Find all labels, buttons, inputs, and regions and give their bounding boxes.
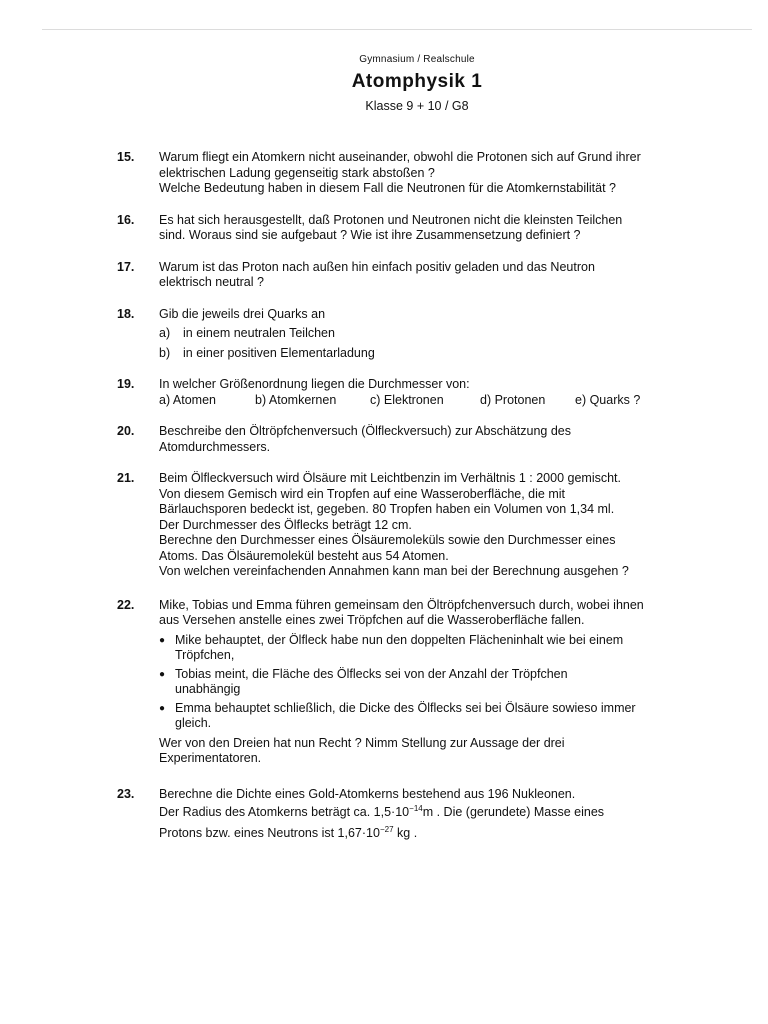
bullet-line: Tobias meint, die Fläche des Ölflecks sei von der Anzahl der Tröpfchen — [175, 666, 568, 681]
question-line: Gib die jeweils drei Quarks an — [159, 306, 326, 321]
question-18 — [117, 307, 737, 362]
question-15 — [117, 150, 737, 197]
question-line: Atomdurchmessers. — [159, 439, 271, 454]
option-a: a) Atomen — [159, 392, 216, 407]
option-e: e) Quarks ? — [575, 392, 641, 407]
mass-exponent: −27 — [379, 824, 394, 834]
question-text — [159, 471, 737, 580]
radius-text-end: m . Die (gerundete) Masse eines — [422, 805, 605, 819]
question-line: Atoms. Das Ölsäuremolekül besteht aus 54 Atomen. — [159, 548, 449, 563]
bullet-item — [159, 633, 737, 664]
question-number: 23. — [117, 786, 135, 801]
document-title: Atomphysik 1 — [351, 71, 483, 92]
question-line: elektrischen Ladung gegenseitig stark abstoßen ? — [159, 165, 435, 180]
question-line: Beschreibe den Öltröpfchenversuch (Ölfleckversuch) zur Abschätzung des — [159, 424, 572, 438]
question-line: aus Versehen anstelle eines zwei Tröpfchen auf die Wasseroberfläche fallen. — [159, 613, 585, 627]
question-text — [159, 213, 737, 244]
question-19 — [117, 377, 737, 408]
question-21 — [117, 471, 737, 580]
bullet-item — [159, 667, 737, 698]
question-line: Bärlauchsporen bedeckt ist, gegeben. 80 Tropfen haben ein Volumen von 1,34 ml. — [159, 502, 615, 516]
answer-options — [159, 393, 737, 409]
bullet-list — [159, 633, 737, 732]
sub-item-a — [159, 326, 737, 342]
question-text — [159, 598, 737, 767]
question-22 — [117, 598, 737, 767]
question-line: Der Durchmesser des Ölflecks beträgt 12 cm. — [159, 517, 412, 532]
question-text — [159, 424, 737, 455]
question-text — [159, 150, 737, 197]
question-text — [159, 307, 737, 362]
question-number: 17. — [117, 259, 135, 274]
school-type: Gymnasium / Realschule — [359, 54, 475, 65]
bullet-line: Tröpfchen, — [175, 648, 235, 662]
option-b: b) Atomkernen — [255, 392, 337, 407]
question-line: In welcher Größenordnung liegen die Durchmesser von: — [159, 377, 470, 391]
question-number: 18. — [117, 306, 135, 321]
question-text — [159, 787, 737, 842]
option-d: d) Protonen — [480, 392, 546, 407]
radius-exponent: −14 — [409, 803, 423, 813]
bullet-line: unabhängig — [175, 682, 241, 696]
sub-label: a) — [159, 326, 171, 340]
bullet-icon: ● — [159, 668, 166, 680]
bullet-item — [159, 701, 737, 732]
question-line: Warum ist das Proton nach außen hin einfach positiv geladen und das Neutron — [159, 259, 595, 274]
bullet-line: gleich. — [175, 716, 212, 730]
question-20 — [117, 424, 737, 455]
option-c: c) Elektronen — [370, 392, 444, 407]
question-list — [117, 150, 737, 841]
question-text — [159, 260, 737, 291]
grade-level: Klasse 9 + 10 / G8 — [365, 99, 469, 113]
question-line: Welche Bedeutung haben in diesem Fall die Neutronen für die Atomkernstabilität ? — [159, 181, 616, 195]
bullet-icon: ● — [159, 702, 166, 714]
radius-line — [159, 805, 737, 821]
question-number: 15. — [117, 150, 135, 164]
question-line: Experimentatoren. — [159, 751, 262, 765]
sub-label: b) — [159, 345, 171, 360]
radius-text: Der Radius des Atomkerns beträgt ca. 1,5·10 — [159, 805, 410, 819]
question-line: Warum fliegt ein Atomkern nicht auseinander, obwohl die Protonen sich auf Grund ihrer — [159, 150, 641, 164]
sub-text: in einem neutralen Teilchen — [183, 326, 335, 340]
question-number: 20. — [117, 424, 135, 438]
question-17 — [117, 260, 737, 291]
question-16 — [117, 213, 737, 244]
question-line: Beim Ölfleckversuch wird Ölsäure mit Leichtbenzin im Verhältnis 1 : 2000 gemischt. — [159, 471, 621, 485]
question-line: Es hat sich herausgestellt, daß Protonen und Neutronen nicht die kleinsten Teilchen — [159, 212, 623, 227]
mass-text: Protons bzw. eines Neutrons ist 1,67·10 — [159, 825, 380, 840]
question-number: 19. — [117, 377, 135, 391]
document-header — [0, 54, 768, 113]
question-text — [159, 377, 737, 408]
question-number: 16. — [117, 212, 135, 227]
question-23 — [117, 787, 737, 842]
question-line: Von diesem Gemisch wird ein Tropfen auf eine Wasseroberfläche, die mit — [159, 486, 565, 501]
question-line: Berechne den Durchmesser eines Ölsäuremoleküls sowie den Durchmesser eines — [159, 533, 616, 547]
question-line: Berechne die Dichte eines Gold-Atomkerns bestehend aus 196 Nukleonen. — [159, 786, 576, 801]
bullet-icon: ● — [159, 634, 166, 646]
question-line: sind. Woraus sind sie aufgebaut ? Wie ist ihre Zusammensetzung definiert ? — [159, 228, 581, 242]
question-line: Mike, Tobias und Emma führen gemeinsam den Öltröpfchenversuch durch, wobei ihnen — [159, 597, 644, 612]
question-number: 22. — [117, 597, 135, 612]
question-number: 21. — [117, 471, 135, 485]
question-line: Wer von den Dreien hat nun Recht ? Nimm Stellung zur Aussage der drei — [159, 735, 565, 750]
sub-item-b — [159, 346, 737, 362]
top-divider — [42, 29, 752, 30]
mass-text-end: kg . — [393, 825, 418, 840]
sub-text: in einer positiven Elementarladung — [183, 345, 375, 360]
mass-line — [159, 826, 737, 842]
question-line: Von welchen vereinfachenden Annahmen kann man bei der Berechnung ausgehen ? — [159, 564, 629, 578]
question-line: elektrisch neutral ? — [159, 275, 264, 289]
bullet-line: Emma behauptet schließlich, die Dicke des Ölflecks sei bei Ölsäure sowieso immer — [175, 700, 636, 715]
bullet-line: Mike behauptet, der Ölfleck habe nun den doppelten Flächeninhalt wie bei einem — [175, 632, 624, 647]
